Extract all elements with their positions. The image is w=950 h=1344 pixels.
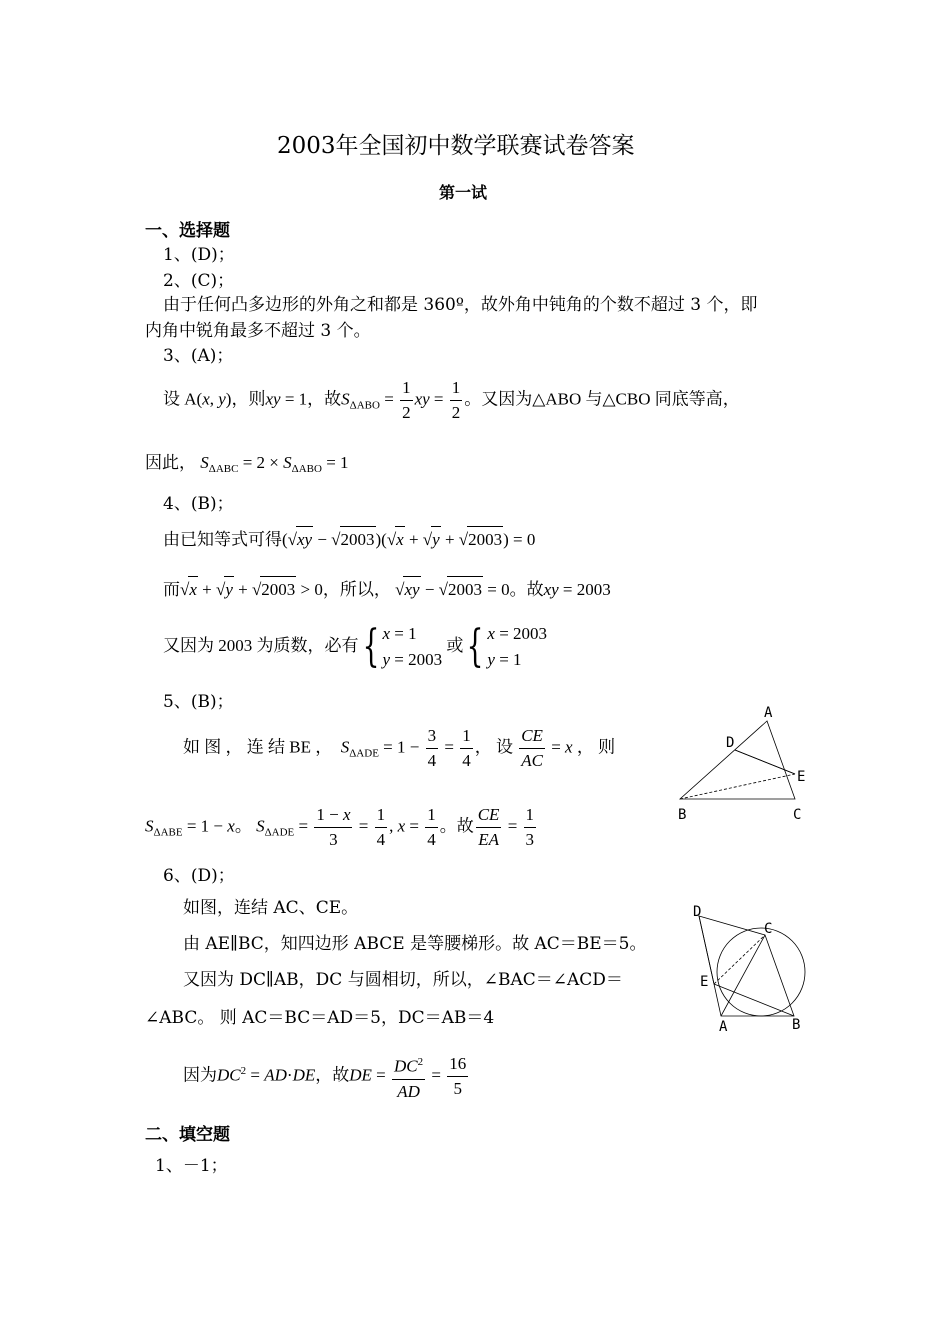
text-segment: 如 图 ， 连 结 BE ， bbox=[183, 737, 333, 757]
answer-2-explanation-line1: 由于任何凸多边形的外角之和都是 360º，故外角中钝角的个数不超过 3 个，即 bbox=[163, 295, 758, 315]
answer-2: 2、(C)； bbox=[163, 271, 235, 291]
answer-3-formula: 设 A(x, y)，则xy = 1，故$S_{\Delta ABO}$ = $\frac{1}{2}$ xy = $\frac{1}{2}$ 。又因为△ABO 与△CBO 同底等高， bbox=[163, 378, 740, 422]
answer-4-equation: 由已知等式可得(√xy − √2003)(√x + √y + √2003) = 0 bbox=[163, 526, 535, 553]
section-heading-fill: 二、填空题 bbox=[145, 1125, 230, 1145]
label-a: A bbox=[764, 705, 773, 721]
answer-4-systems: 又因为 2003 为质数，必有{ x = 1 y = 2003 或{ x = 2003 y = 1 bbox=[163, 621, 548, 672]
text-segment: 又因为 2003 为质数，必有 bbox=[163, 635, 359, 655]
text-segment: 因此， bbox=[145, 453, 196, 472]
label-c: C bbox=[793, 807, 802, 823]
text-segment: 。故 bbox=[509, 580, 544, 599]
label-d: D bbox=[693, 904, 702, 920]
answer-4: 4、(B)； bbox=[163, 494, 234, 514]
triangle-figure bbox=[670, 703, 820, 828]
text-segment: 。故 bbox=[439, 816, 474, 836]
answer-3: 3、(A)； bbox=[163, 346, 234, 366]
label-b: B bbox=[792, 1017, 801, 1033]
label-d: D bbox=[726, 735, 735, 751]
section-subtitle: 第一试 bbox=[439, 183, 488, 202]
text-segment: ， 设 bbox=[474, 737, 513, 757]
circle-figure bbox=[685, 898, 825, 1043]
label-e: E bbox=[700, 974, 709, 990]
answer-6-line4: ∠ABC。 则 AC＝BC＝AD＝5，DC＝AB＝4 bbox=[145, 1008, 495, 1028]
answer-4-derivation: 而√x + √y + √2003 > 0，所以， √xy − √2003 = 0。故xy = 2003 bbox=[163, 576, 611, 603]
text-segment: ，故 bbox=[315, 1065, 350, 1085]
text-segment: )，则 bbox=[225, 389, 266, 409]
text-segment: 而 bbox=[163, 580, 180, 599]
text-segment: 设 A( bbox=[163, 389, 203, 409]
text-segment: 由已知等式可得 bbox=[163, 530, 282, 549]
label-c: C bbox=[764, 921, 773, 937]
section-heading-choice: 一、选择题 bbox=[145, 221, 230, 241]
answer-6-formula: 因为$DC^2 = AD\cdot DE$，故DE = $\frac{DC^2}{AD}$ = $\frac{16}{5}$ bbox=[183, 1050, 470, 1104]
text-segment: 因为 bbox=[183, 1065, 217, 1085]
text-segment: 或 bbox=[446, 635, 464, 655]
answer-6: 6、(D)； bbox=[163, 866, 235, 886]
answer-1: 1、(D)； bbox=[163, 245, 235, 265]
label-a: A bbox=[719, 1019, 728, 1035]
text-segment: ，故 bbox=[307, 389, 342, 409]
text-segment: 。 bbox=[234, 816, 252, 836]
answer-3-conclusion: 因此， $S_{\Delta ABC} = 2 \times S_{\Delta ABO} = 1$ bbox=[145, 453, 349, 475]
answer-6-line3: 又因为 DC∥AB，DC 与圆相切，所以，∠BAC＝∠ACD＝ bbox=[183, 970, 623, 990]
answer-5: 5、(B)； bbox=[163, 692, 234, 712]
answer-6-line1: 如图，连结 AC、CE。 bbox=[183, 898, 359, 918]
answer-6-line2: 由 AE∥BC，知四边形 ABCE 是等腰梯形。故 AC＝BE＝5。 bbox=[183, 934, 647, 954]
answer-5-line2: $S_{\Delta ABE} = 1 - x$。 $S_{\Delta ADE}$ = $\frac{1 - x}{3}$ = $\frac{1}{4}$ , x = $\frac{1}{4}$ 。故 $\frac{CE}{EA}$ = $\frac{1}{3}$ bbox=[145, 805, 535, 849]
text-segment: 。又因为△ABO 与△CBO 同底等高， bbox=[464, 389, 740, 409]
label-b: B bbox=[678, 807, 687, 823]
text-segment: ， 则 bbox=[576, 737, 616, 757]
page-title: 2003年全国初中数学联赛试卷答案 bbox=[277, 133, 635, 159]
answer-2-explanation-line2: 内角中锐角最多不超过 3 个。 bbox=[145, 321, 371, 341]
fill-answer-1: 1、－1； bbox=[155, 1156, 228, 1176]
label-e: E bbox=[797, 769, 806, 785]
text-segment: ，所以， bbox=[322, 580, 391, 599]
answer-5-line1: 如 图 ， 连 结 BE ， $S_{\Delta ADE} = 1$ − $\frac{3}{4}$ = $\frac{1}{4}$ ， 设 $\frac{CE}{AC}$ = x ， 则 bbox=[183, 726, 616, 770]
